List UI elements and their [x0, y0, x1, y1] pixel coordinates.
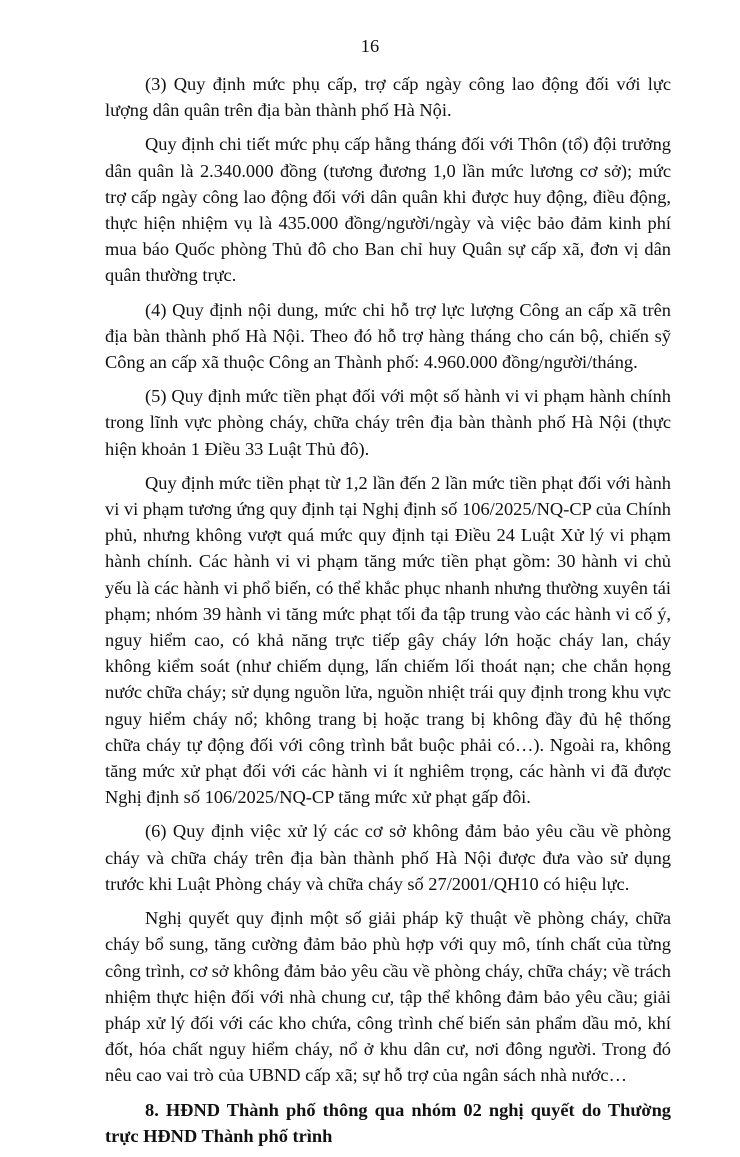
section-heading: 8. HĐND Thành phố thông qua nhóm 02 nghị quyết do Thường trực HĐND Thành phố trình [105, 1099, 671, 1146]
paragraph-militia-allowance-title: (3) Quy định mức phụ cấp, trợ cấp ngày công lao động đối với lực lượng dân quân trên địa bàn thành phố Hà Nội. [105, 74, 671, 121]
paragraph-fire-fines-detail: Quy định mức tiền phạt từ 1,2 lần đến 2 lần mức tiền phạt đối với hành vi vi phạm tương ứng quy định tại Nghị định số 106/2025/NQ-CP của Chính phủ, nhưng không vượt quá mức quy định tại Điều 24 Luật Xử lý vi phạm hành chính. Các hành vi vi phạm tăng mức tiền phạt gồm: 30 hành vi chủ yếu là các hành vi phổ biến, có thể khắc phục nhanh nhưng thường xuyên tái phạm; nhóm 39 hành vi tăng mức phạt tối đa tập trung vào các hành vi cố ý, nguy hiểm cao, có khả năng trực tiếp gây cháy lớn hoặc cháy lan, cháy không kiểm soát (như chiếm dụng, lấn chiếm lối thoát nạn; che chắn họng nước chữa cháy; sử dụng nguồn lửa, nguồn nhiệt trái quy định trong khu vực nguy hiểm cháy nổ; không trang bị hoặc trang bị không đầy đủ hệ thống chữa cháy tự động đối với công trình bắt buộc phải có…). Ngoài ra, không tăng mức xử phạt đối với các hành vi ít nghiêm trọng, các hành vi đã được Nghị định số 106/2025/NQ-CP tăng mức xử phạt gấp đôi. [105, 472, 671, 808]
paragraph-fire-facilities-detail: Nghị quyết quy định một số giải pháp kỹ thuật về phòng cháy, chữa cháy bổ sung, tăng cường đảm bảo phù hợp với quy mô, tính chất của từng công trình, cơ sở không đảm bảo yêu cầu về phòng cháy, chữa cháy; về trách nhiệm thực hiện đối với nhà chung cư, tập thể không đảm bảo yêu cầu; giải pháp xử lý đối với các kho chứa, công trình chế biến sản phẩm dầu mỏ, khí đốt, hóa chất nguy hiểm cháy, nổ ở khu dân cư, nơi đông người. Trong đó nêu cao vai trò của UBND cấp xã; sự hỗ trợ của ngân sách nhà nước… [105, 908, 671, 1086]
document-body [105, 71, 671, 1157]
page-number: 16 [360, 36, 380, 56]
paragraph-fire-facilities-title: (6) Quy định việc xử lý các cơ sở không đảm bảo yêu cầu về phòng cháy và chữa cháy trên địa bàn thành phố Hà Nội được đưa vào sử dụng trước khi Luật Phòng cháy và chữa cháy số 27/2001/QH10 có hiệu lực. [105, 821, 671, 894]
paragraph-police-support: (4) Quy định nội dung, mức chi hỗ trợ lực lượng Công an cấp xã trên địa bàn thành phố Hà Nội. Theo đó hỗ trợ hàng tháng cho cán bộ, chiến sỹ Công an cấp xã thuộc Công an Thành phố: 4.960.000 đồng/người/tháng. [105, 299, 671, 373]
paragraph-militia-allowance-detail: Quy định chi tiết mức phụ cấp hằng tháng đối với Thôn (tổ) đội trưởng dân quân là 2.340.000 đồng (tương đương 1,0 lần mức lương cơ sở); mức trợ cấp ngày công lao động đối với dân quân khi được huy động, điều động, thực hiện nhiệm vụ là 435.000 đồng/người/ngày và việc bảo đảm kinh phí mua báo Quốc phòng Thủ đô cho Ban chỉ huy Quân sự cấp xã, đơn vị dân quân thường trực. [105, 134, 671, 286]
paragraph-fire-fines-title: (5) Quy định mức tiền phạt đối với một số hành vi vi phạm hành chính trong lĩnh vực phòng cháy, chữa cháy trên địa bàn thành phố Hà Nội (thực hiện khoản 1 Điều 33 Luật Thủ đô). [105, 386, 671, 459]
